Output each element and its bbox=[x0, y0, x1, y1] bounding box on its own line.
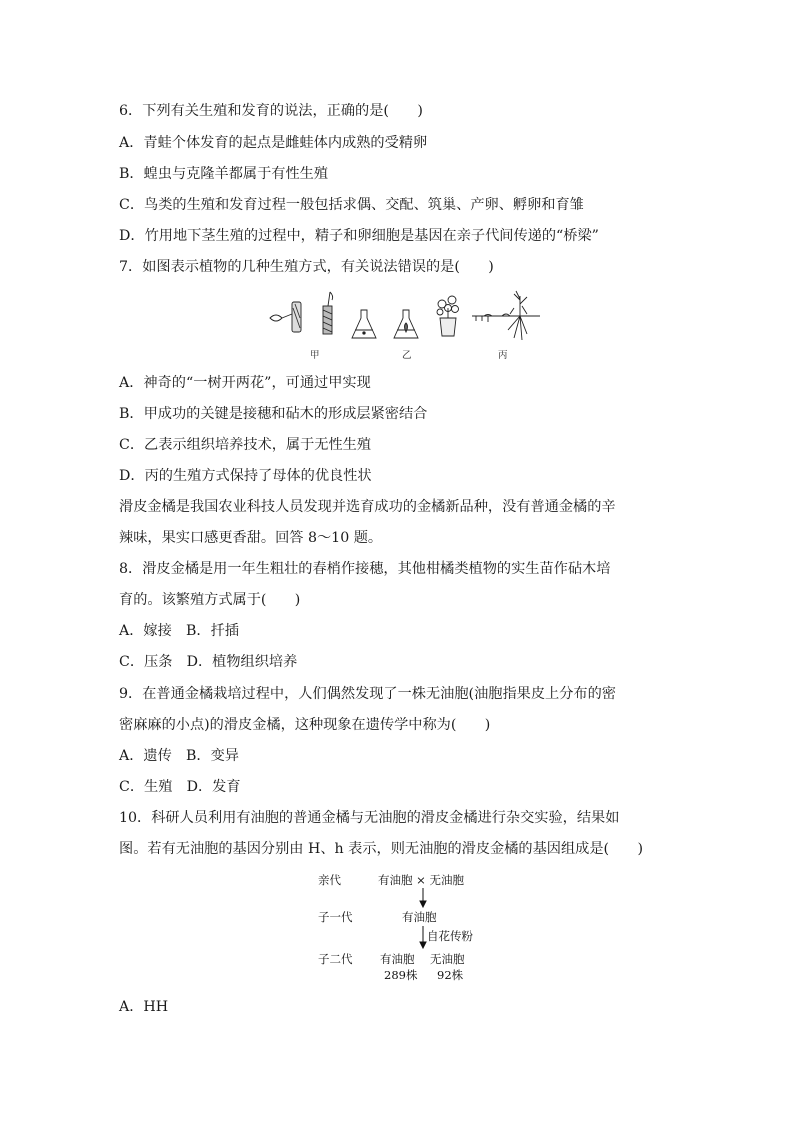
q6-option-a: A．青蛙个体发育的起点是雌蛙体内成熟的受精卵 bbox=[119, 135, 428, 151]
self-pollination-label: 自花传粉 bbox=[427, 929, 473, 943]
parent-generation-label: 亲代 bbox=[318, 873, 341, 887]
figure-label-yi: 乙 bbox=[402, 350, 412, 361]
q8-options-cd: C．压条 D．植物组织培养 bbox=[119, 654, 298, 670]
q10-stem-line-1: 10．科研人员利用有油胞的普通金橘与无油胞的滑皮金橘进行杂交实验，结果如 bbox=[119, 810, 620, 826]
q7-option-c: C．乙表示组织培养技术，属于无性生殖 bbox=[119, 437, 372, 453]
q6-option-c: C．鸟类的生殖和发育过程一般包括求偶、交配、筑巢、产卵、孵卵和育雏 bbox=[119, 197, 584, 213]
q8-options-ab: A．嫁接 B．扦插 bbox=[119, 623, 239, 639]
q7-option-b: B．甲成功的关键是接穗和砧木的形成层紧密结合 bbox=[119, 406, 428, 422]
q6-option-d: D．竹用地下茎生殖的过程中，精子和卵细胞是基因在亲子代间传递的“桥梁” bbox=[119, 228, 599, 244]
q10-option-a: A．HH bbox=[119, 999, 169, 1015]
stem-reproduction-illustration bbox=[472, 291, 540, 340]
q7-stem: 7．如图表示植物的几种生殖方式，有关说法错误的是( ) bbox=[119, 259, 494, 275]
figure-label-jia: 甲 bbox=[310, 350, 320, 361]
parent-cross: 有油胞 × 无油胞 bbox=[378, 873, 464, 887]
figure-label-bing: 丙 bbox=[498, 350, 508, 361]
f2-count-oil: 289株 bbox=[384, 968, 418, 982]
f1-phenotype: 有油胞 bbox=[402, 910, 437, 924]
q6-stem: 6．下列有关生殖和发育的说法，正确的是( ) bbox=[119, 103, 423, 119]
q8-stem-line-2: 育的。该繁殖方式属于( ) bbox=[119, 592, 301, 608]
tissue-culture-illustration bbox=[352, 296, 459, 338]
f2-generation-label: 子二代 bbox=[318, 952, 353, 966]
q9-stem-line-1: 9．在普通金橘栽培过程中，人们偶然发现了一株无油胞(油胞指果皮上分布的密 bbox=[119, 686, 616, 702]
q10-stem-line-2: 图。若有无油胞的基因分别由 H、h 表示，则无油胞的滑皮金橘的基因组成是( ) bbox=[119, 841, 643, 857]
q9-options-ab: A．遗传 B．变异 bbox=[119, 748, 239, 764]
f2-count-no-oil: 92株 bbox=[437, 968, 464, 982]
q8-stem-line-1: 8．滑皮金橘是用一年生粗壮的春梢作接穗，其他柑橘类植物的实生苗作砧木培 bbox=[119, 561, 611, 577]
passage-line-2: 辣味，果实口感更香甜。回答 8～10 题。 bbox=[119, 530, 383, 546]
f2-phenotype-no-oil: 无油胞 bbox=[430, 952, 465, 966]
passage-line-1: 滑皮金橘是我国农业科技人员发现并选育成功的金橘新品种，没有普通金橘的辛 bbox=[119, 499, 616, 515]
q9-stem-line-2: 密麻麻的小点)的滑皮金橘，这种现象在遗传学中称为( ) bbox=[119, 717, 491, 733]
q9-options-cd: C．生殖 D．发育 bbox=[119, 779, 241, 795]
grafting-illustration bbox=[270, 292, 333, 334]
q6-option-b: B．蝗虫与克隆羊都属于有性生殖 bbox=[119, 166, 329, 182]
q7-option-d: D．丙的生殖方式保持了母体的优良性状 bbox=[119, 468, 372, 484]
q7-option-a: A．神奇的“一树开两花”，可通过甲实现 bbox=[119, 375, 371, 391]
f1-generation-label: 子一代 bbox=[318, 910, 353, 924]
f2-phenotype-oil: 有油胞 bbox=[380, 952, 415, 966]
genetics-arrows bbox=[410, 885, 440, 955]
